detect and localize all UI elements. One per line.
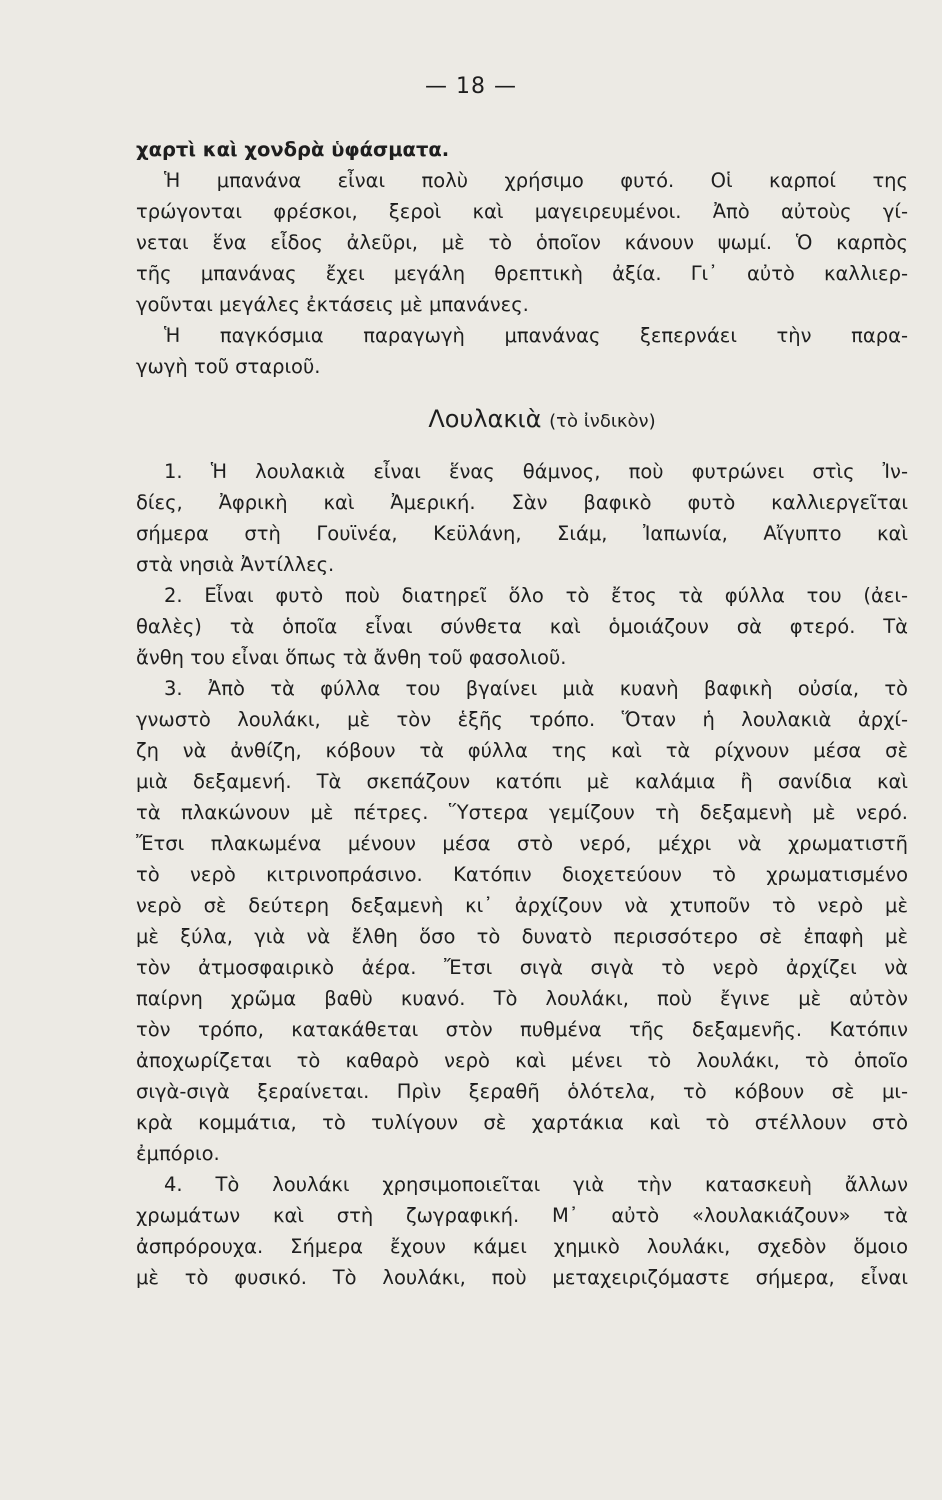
intro-line: γοῦνται μεγάλες ἐκτάσεις μὲ μπανάνες. — [136, 293, 529, 316]
paragraph-1-line: στὰ νησιὰ Ἀντίλλες. — [136, 553, 335, 576]
section-heading — [136, 382, 908, 456]
paragraph-3-line: ἀποχωρίζεται τὸ καθαρὸ νερὸ καὶ μένει τὸ λουλάκι, τὸ ὁποῖο — [136, 1049, 908, 1072]
paragraph-3-line: μιὰ δεξαμενή. Τὰ σκεπάζουν κατόπι μὲ καλάμια ἢ σανίδια καὶ — [136, 770, 908, 793]
paragraph-1-line: σήμερα στὴ Γουϊνέα, Κεϋλάνη, Σιάμ, Ἰαπωνία, Αἴγυπτο καὶ — [136, 522, 908, 545]
paragraph-1-line: δίες, Ἀφρικὴ καὶ Ἀμερική. Σὰν βαφικὸ φυτὸ καλλιεργεῖται — [136, 491, 908, 514]
paragraph-3-line: ζη νὰ ἀνθίζη, κόβουν τὰ φύλλα της καὶ τὰ ρίχνουν μέσα σὲ — [136, 739, 908, 762]
paragraph-3-line: τὸν ἀτμοσφαιρικὸ ἀέρα. Ἔτσι σιγὰ σιγὰ τὸ νερὸ ἀρχίζει νὰ — [136, 956, 908, 979]
paragraph-4-line: 4. Τὸ λουλάκι χρησιμοποιεῖται γιὰ τὴν κατασκευὴ ἄλλων — [164, 1173, 908, 1196]
paragraph-3-line: νερὸ σὲ δεύτερη δεξαμενὴ κι᾿ ἀρχίζουν νὰ χτυποῦν τὸ νερὸ μὲ — [136, 894, 908, 917]
body-text — [136, 134, 908, 1293]
paragraph-1-line: 1. Ἡ λουλακιὰ εἶναι ἕνας θάμνος, ποὺ φυτρώνει στὶς Ἰν- — [164, 460, 908, 483]
paragraph-3-line: τὸ νερὸ κιτρινοπράσινο. Κατόπιν διοχετεύουν τὸ χρωματισμένο — [136, 863, 908, 886]
intro-line: χαρτὶ καὶ χονδρὰ ὑφάσματα. — [136, 138, 450, 161]
paragraph-3-line: Ἔτσι πλακωμένα μένουν μέσα στὸ νερό, μέχρι νὰ χρωματιστῆ — [136, 832, 908, 855]
paragraph-2-line: θαλὲς) τὰ ὁποῖα εἶναι σύνθετα καὶ ὁμοιάζουν σὰ φτερό. Τὰ — [136, 615, 908, 638]
paragraph-3-line: παίρνη χρῶμα βαθὺ κυανό. Τὸ λουλάκι, ποὺ ἔγινε μὲ αὐτὸν — [136, 987, 908, 1010]
heading-subtitle: (τὸ ἰνδικὸν) — [549, 411, 656, 432]
paragraph-3-line: μὲ ξύλα, γιὰ νὰ ἔλθη ὅσο τὸ δυνατὸ περισσότερο σὲ ἐπαφὴ μὲ — [136, 925, 908, 948]
paragraph-2-line: 2. Εἶναι φυτὸ ποὺ διατηρεῖ ὅλο τὸ ἔτος τὰ φύλλα του (ἀει- — [164, 584, 908, 607]
intro-line: γωγὴ τοῦ σταριοῦ. — [136, 355, 321, 378]
paragraph-4-line: ἀσπρόρουχα. Σήμερα ἔχουν κάμει χημικὸ λουλάκι, σχεδὸν ὅμοιο — [136, 1235, 908, 1258]
intro-line: τρώγονται φρέσκοι, ξεροὶ καὶ μαγειρευμένοι. Ἀπὸ αὐτοὺς γί- — [136, 200, 908, 223]
heading-title: Λουλακιὰ — [428, 405, 542, 433]
paragraph-3-line: ἐμπόριο. — [136, 1142, 220, 1165]
paragraph-3-line: γνωστὸ λουλάκι, μὲ τὸν ἑξῆς τρόπο. Ὅταν ἡ λουλακιὰ ἀρχί- — [136, 708, 908, 731]
paragraph-4-line: χρωμάτων καὶ στὴ ζωγραφική. Μ᾿ αὐτὸ «λουλακιάζουν» τὰ — [136, 1204, 908, 1227]
intro-line: Ἡ μπανάνα εἶναι πολὺ χρήσιμο φυτό. Οἱ καρποί της — [164, 169, 908, 192]
paragraph-3-line: κρὰ κομμάτια, τὸ τυλίγουν σὲ χαρτάκια καὶ τὸ στέλλουν στὸ — [136, 1111, 908, 1134]
paragraph-3-line: τὸν τρόπο, κατακάθεται στὸν πυθμένα τῆς δεξαμενῆς. Κατόπιν — [136, 1018, 908, 1041]
paragraph-2-line: ἄνθη του εἶναι ὅπως τὰ ἄνθη τοῦ φασολιοῦ. — [136, 646, 567, 669]
paragraph-3-line: 3. Ἀπὸ τὰ φύλλα του βγαίνει μιὰ κυανὴ βαφικὴ οὐσία, τὸ — [164, 677, 908, 700]
paragraph-4-line: μὲ τὸ φυσικό. Τὸ λουλάκι, ποὺ μεταχειριζόμαστε σήμερα, εἶναι — [136, 1266, 908, 1289]
paragraph-3-line: σιγὰ-σιγὰ ξεραίνεται. Πρὶν ξεραθῆ ὁλότελα, τὸ κόβουν σὲ μι- — [136, 1080, 908, 1103]
page-number: — 18 — — [425, 74, 517, 99]
paragraph-3-line: τὰ πλακώνουν μὲ πέτρες. Ὕστερα γεμίζουν τὴ δεξαμενὴ μὲ νερό. — [136, 801, 908, 824]
intro-line: Ἡ παγκόσμια παραγωγὴ μπανάνας ξεπερνάει τὴν παρα- — [164, 324, 908, 347]
intro-line: τῆς μπανάνας ἔχει μεγάλη θρεπτικὴ ἀξία. Γι᾿ αὐτὸ καλλιερ- — [136, 262, 908, 285]
intro-line: νεται ἕνα εἶδος ἀλεῦρι, μὲ τὸ ὁποῖον κάνουν ψωμί. Ὁ καρπὸς — [136, 231, 908, 254]
